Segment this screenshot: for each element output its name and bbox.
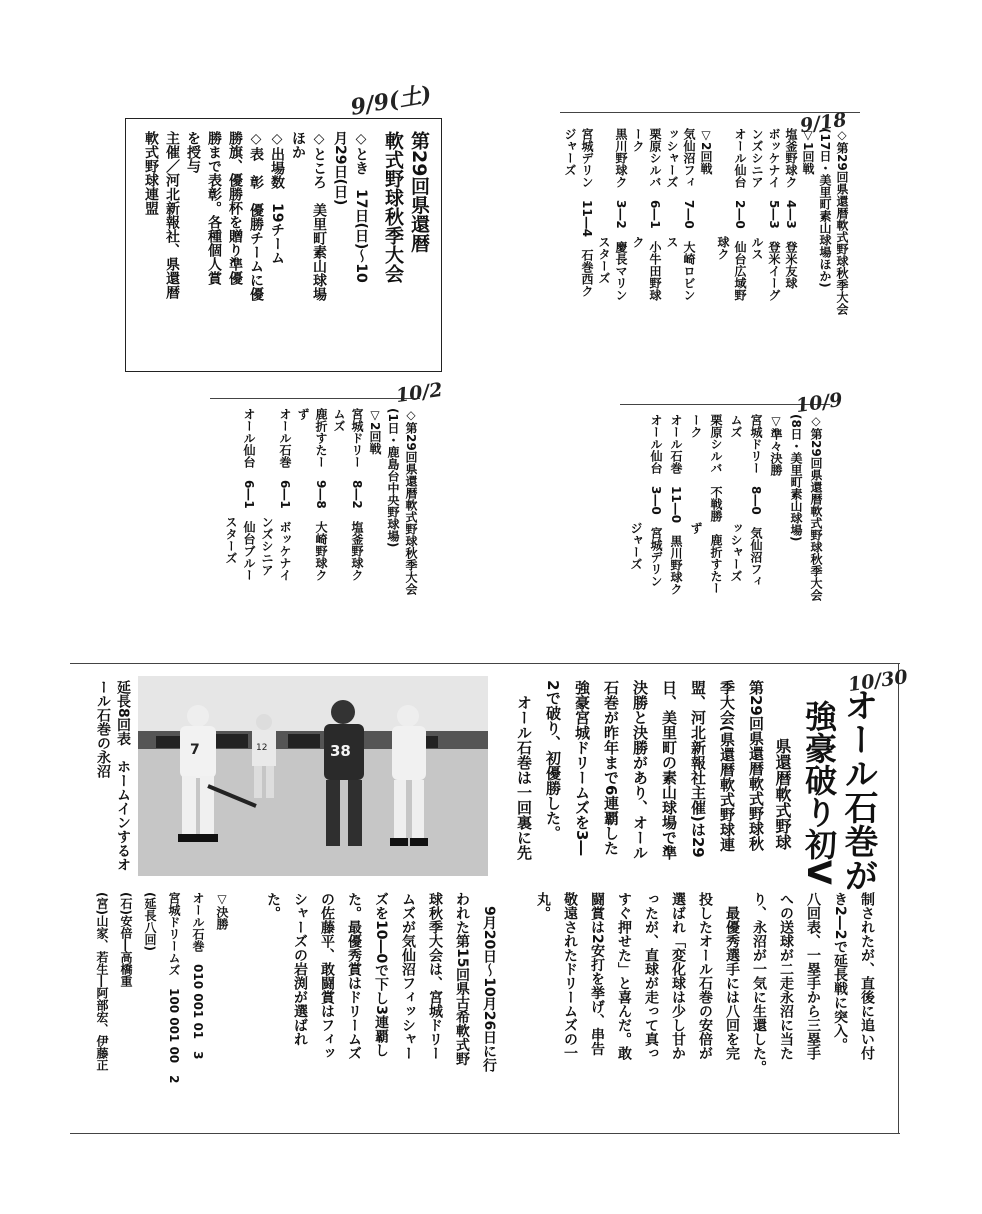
clip5-headline-2: 強豪破り初V <box>800 700 838 885</box>
clip2-line: ジャーズ <box>563 128 577 176</box>
clip5-headline: オール石巻が <box>838 688 878 892</box>
svg-text:7: 7 <box>190 742 200 758</box>
clip5-lead-line: 2で破り、初優勝した。 <box>544 680 562 841</box>
clip2-line: (17日・美里町素山球場ほか) <box>818 128 832 288</box>
clip5-continued-text <box>240 892 880 1128</box>
clip5-score-line: オール石巻 010 001 01 3 <box>191 892 205 1060</box>
clip5-cont-line: ったが、直球が走って真っ <box>643 892 659 1060</box>
clip3-line: 鹿折すたー 9―8 大崎野球ク <box>314 408 328 581</box>
clip5-cont-line: 闘賞は2安打を挙げ、串告 <box>589 892 605 1056</box>
clip2-line: 栗原シルバ 6―1 小牛田野球 <box>648 128 662 301</box>
clip3-line: オール石巻 6―1 ボッケナイ <box>278 408 292 581</box>
clip3-top-rule <box>210 398 420 399</box>
clip5-score-line: (延長八回) <box>143 892 157 951</box>
photo-players-illustration <box>138 676 488 876</box>
clip1-line: 軟式野球連盟 <box>143 131 159 215</box>
clip5-lead-line: 強豪宮城ドリームズを3― <box>573 680 591 856</box>
clip5-top-rule <box>70 663 900 664</box>
clip2-results <box>560 128 850 378</box>
clip5-cont-line: 最優秀選手には八回を完 <box>724 892 740 1060</box>
clip5-cont-line: 敬遠されたドリームズの一 <box>562 892 578 1060</box>
clip2-line: ボッケナイ 5―3 登米イーグ <box>767 128 781 301</box>
clip5-lead-line: 石巻が昨年まで6連覇した <box>602 680 620 856</box>
clip2-line: ▽2回戦 <box>699 128 713 175</box>
clip1-line: ◇出場数 19チーム <box>269 131 285 265</box>
clip5-lead-line: オール石巻は一回裏に先 <box>515 680 533 860</box>
clip4-line: オール仙台 3―0 宮城デリン <box>649 414 663 587</box>
clip1-line: ほか <box>290 131 306 159</box>
clip4-line: ムズ ッシャーズ <box>729 414 743 582</box>
clip1-line: ◇ところ 美里町素山球場 <box>311 131 327 301</box>
clip3-line: ず <box>296 408 310 420</box>
clip5-bottom-rule <box>70 1133 900 1134</box>
clip5-cont-line: 球秋季大会は、宮城ドリー <box>427 892 443 1060</box>
clip2-line: 気仙沼フィ 7―0 大崎ロビン <box>682 128 696 301</box>
clip5-cont-line: すぐ押せた」と喜んだ。敢 <box>616 892 632 1060</box>
clip2-line: 黒川野球ク 3―2 慶長マリン <box>614 128 628 301</box>
clip5-right-rule <box>898 663 899 1133</box>
clip2-line: 塩釜野球ク 4―3 登米友球 <box>784 128 798 289</box>
clip5-lead-line: 決勝と決勝があり、オール <box>631 680 649 860</box>
clip2-line: ンズシニア ルス <box>750 128 764 260</box>
clip1-announcement-box <box>125 118 442 372</box>
clip4-results <box>618 414 826 634</box>
svg-text:12: 12 <box>256 743 268 753</box>
clip5-cont-line: り、永沼が一気に生還した。 <box>751 892 767 1074</box>
clip5-cont-line: き2―2で延長戦に突入。 <box>832 892 848 1052</box>
clip4-line: (8日・美里町素山球場) <box>789 414 803 542</box>
clip5-cont-line: た。 <box>265 892 281 920</box>
clip3-results <box>216 408 420 618</box>
clip5-cont-line: た。最優秀賞はドリームズ <box>346 892 362 1060</box>
clip5-final-scoreboard <box>74 892 234 1128</box>
clip1-line: 勝まで表彰。各種個人賞 <box>206 131 222 285</box>
clip5-lead-line: 第29回県還暦軟式野球秋 <box>747 680 765 851</box>
clip3-line: (1日・鹿島台中央野球場) <box>386 408 400 548</box>
clip4-line: オール石巻 11―0 黒川野球ク <box>669 414 683 596</box>
clip1-line: 月29日(日) <box>332 131 348 206</box>
baseball-photo <box>138 676 488 876</box>
clip4-line: 宮城ドリー 8―0 気仙沼フィ <box>749 414 763 587</box>
clip5-cont-line: 9月20日〜10月26日に行 <box>481 892 497 1073</box>
clip4-line: ▽準々決勝 <box>769 414 783 476</box>
clip5-subhead: 県還暦軟式野球 <box>773 738 792 850</box>
clip5-score-line: ▽決勝 <box>215 892 229 930</box>
clip5-cont-line: の佐藤平、敢闘賞はフィッ <box>319 892 335 1060</box>
clip1-body <box>136 131 371 361</box>
clip2-line: 宮城デリン 11―4 石巻西ク <box>580 128 594 298</box>
clip3-line: ムズ <box>332 408 346 432</box>
clip5-score-line: (石)安倍―高橋重 <box>119 892 133 987</box>
clip5-cont-line: 制されたが、直後に追い付 <box>859 892 875 1060</box>
clip3-line: ▽2回戦 <box>368 408 382 455</box>
clip5-cont-line: ズを10―0で下し3連覇し <box>373 892 389 1057</box>
clip2-line: スターズ <box>597 128 611 284</box>
clip3-line: ンズシニア <box>260 408 274 576</box>
clip2-line: ◇第29回県還暦軟式野球秋季大会 <box>835 128 849 315</box>
clip5-lead-line: 日、美里町の素山球場で準 <box>660 680 678 860</box>
clip3-line: 宮城ドリー 8―2 塩釜野球ク <box>350 408 364 581</box>
clip1-title-line2: 軟式野球秋季大会 <box>382 131 404 283</box>
clip5-cont-line: 丸。 <box>535 892 551 920</box>
photo-caption-line2: ール石巻の永沼 <box>95 680 111 778</box>
clip4-line: 栗原シルバ 不戦勝 鹿折すたー <box>709 414 723 594</box>
clip3-line: スターズ <box>224 408 238 564</box>
clip2-line: オール仙台 2―0 仙台広域野 <box>733 128 747 301</box>
clip2-line: ▽1回戦 <box>801 128 815 175</box>
clip2-handwritten-date: 9/18 <box>798 108 848 138</box>
clip4-line: ◇第29回県還暦軟式野球秋季大会 <box>809 414 823 601</box>
clip1-line: 主催／河北新報社、県還暦 <box>164 131 180 299</box>
clip1-handwritten-date: 9/9(土) <box>348 81 434 121</box>
svg-text:38: 38 <box>330 742 351 760</box>
clip5-cont-line: 投したオール石巻の安倍が <box>697 892 713 1060</box>
clip5-cont-line: シャーズの岩渕が選ばれ <box>292 892 308 1046</box>
clip1-line: を授与 <box>185 131 201 173</box>
clip1-line: ◇とき 17日(日)〜10 <box>353 131 369 283</box>
clip1-title-line1: 第29回県還暦 <box>408 131 430 253</box>
photo-caption-line1: 延長8回表 ホームインするオ <box>115 680 131 872</box>
clip2-line: ッシャーズ ス <box>665 128 679 248</box>
clip1-line: 勝旗、優勝杯を贈り準優 <box>227 131 243 285</box>
clip3-handwritten-date: 10/2 <box>394 378 444 408</box>
clip1-line: ◇表 彰 優勝チームに優 <box>248 131 264 301</box>
clip4-handwritten-date: 10/9 <box>794 388 844 418</box>
clip3-line: ◇第29回県還暦軟式野球秋季大会 <box>404 408 418 595</box>
clip5-lead-text <box>500 680 770 880</box>
clip5-score-line: 宮城ドリームズ 100 001 00 2 <box>167 892 181 1084</box>
clip2-line: 球ク <box>716 128 730 260</box>
clip5-handwritten-date: 10/30 <box>846 665 910 697</box>
clip5-score-line: (宮)山家、若生―阿部宏、伊藤正 <box>95 892 109 1071</box>
clip4-line: ジャーズ <box>629 414 643 570</box>
clip5-cont-line: ムズが気仙沼フィッシャー <box>400 892 416 1060</box>
clip5-cont-line: 選ばれ「変化球は少し甘か <box>670 892 686 1060</box>
clip3-line: オール仙台 6―1 仙台ブルー <box>242 408 256 581</box>
clip2-line: ーク ク <box>631 128 645 248</box>
clip5-cont-line: 八回表、一塁手から三塁手 <box>805 892 821 1060</box>
clip5-lead-line: 盟、河北新報社主催)は29 <box>689 680 707 858</box>
clip4-line: ーク ず <box>689 414 703 534</box>
clip5-cont-line: われた第15回県古希軟式野 <box>454 892 470 1066</box>
clip5-lead-line: 季大会(県還暦軟式野球連 <box>718 680 736 852</box>
clip5-cont-line: への送球が二走永沼に当た <box>778 892 794 1060</box>
